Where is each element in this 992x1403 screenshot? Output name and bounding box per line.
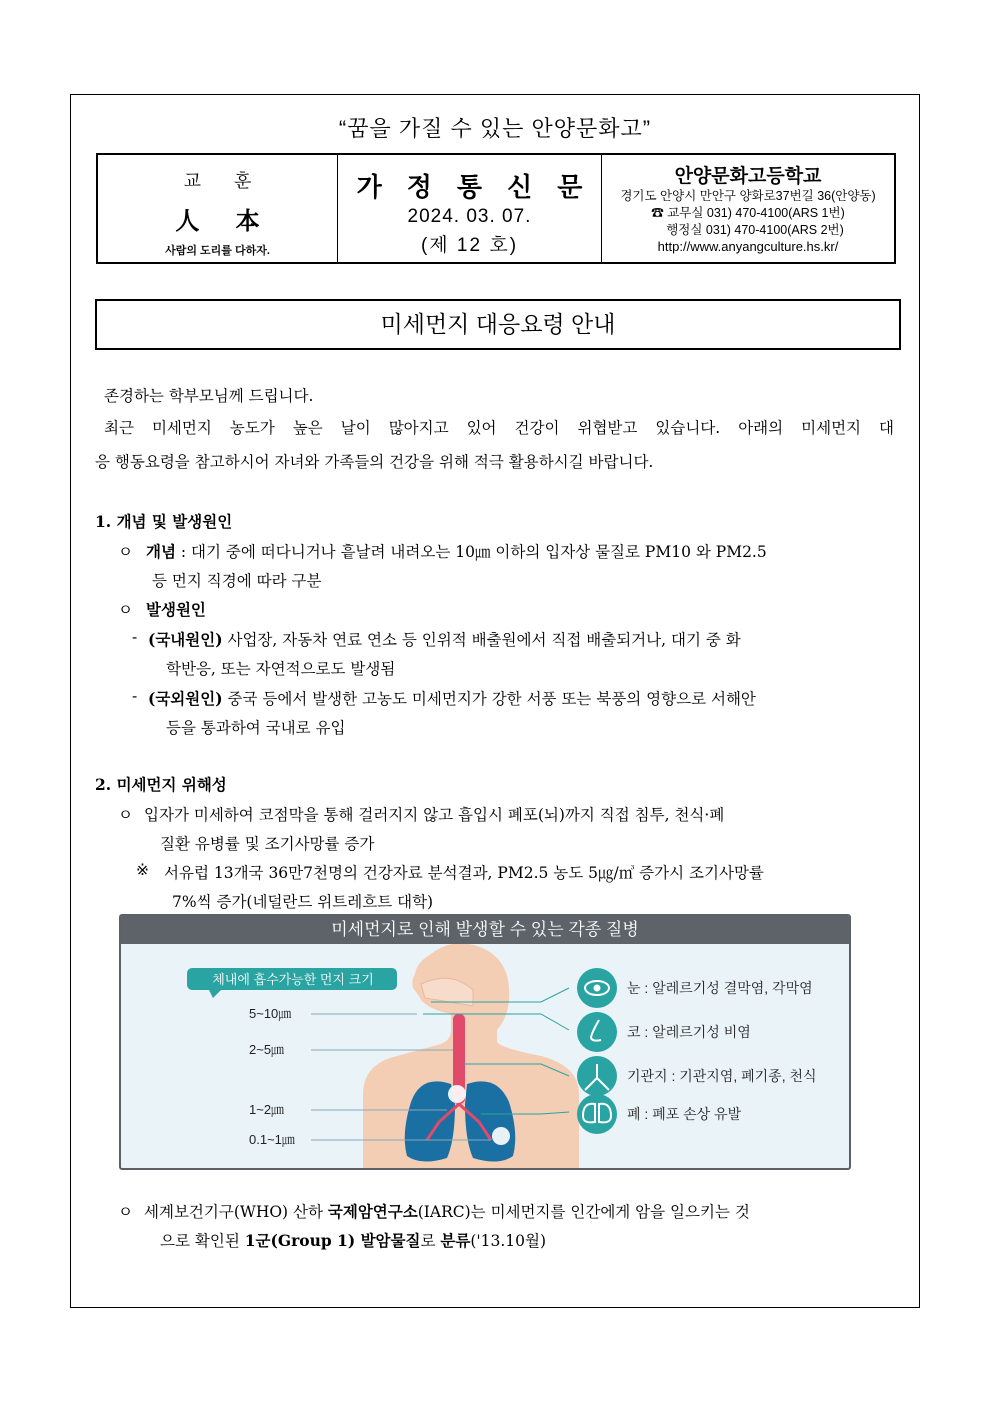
harm-line-1: 입자가 미세하여 코점막을 통해 걸러지지 않고 흡입시 폐포(뇌)까지 직접 침투, 천식·폐 — [144, 806, 725, 824]
eye-icon — [577, 968, 617, 1008]
who-bold-iarc: 국제암연구소 — [327, 1202, 418, 1221]
note-mark: ※ — [136, 861, 149, 879]
illustration-figure — [121, 944, 849, 1168]
school-cell — [602, 155, 894, 262]
cause-bullet: ㅇ — [118, 601, 133, 619]
concept-label: 개념 — [146, 542, 176, 561]
motto-cell — [98, 155, 338, 262]
disease-eye: 눈 : 알레르기성 결막염, 각막염 — [627, 980, 813, 996]
lung-icon — [577, 1094, 617, 1134]
nose-icon — [577, 1012, 617, 1052]
foreign-line-1 — [148, 687, 756, 709]
who-text-5: ('13.10월) — [470, 1232, 547, 1250]
concept-line-1 — [146, 540, 894, 562]
domestic-label: (국내원인) — [148, 630, 223, 649]
disease-nose: 코 : 알레르기성 비염 — [627, 1024, 751, 1040]
school-website[interactable]: http://www.anyangculture.hs.kr/ — [657, 239, 839, 254]
section2-heading: 2. 미세먼지 위해성 — [95, 775, 227, 794]
badge-text: 체내에 흡수가능한 먼지 크기 — [212, 972, 374, 987]
disease-bronchus: 기관지 : 기관지염, 폐기종, 천식 — [627, 1068, 817, 1084]
harm-line-2: 질환 유병률 및 조기사망률 증가 — [160, 835, 375, 853]
bronchus-icon — [577, 1056, 617, 1096]
domestic-dash: - — [132, 628, 138, 646]
school-name: 안양문화고등학교 — [674, 166, 822, 187]
illustration-title: 미세먼지로 인해 발생할 수 있는 각종 질병 — [121, 916, 849, 944]
newsletter-date: 2024. 03. 07. — [407, 206, 532, 227]
concept-bullet: ㅇ — [118, 543, 133, 561]
who-text-4: 로 — [420, 1232, 441, 1250]
foreign-dash: - — [132, 687, 138, 705]
newsletter-issue: (제 12 호) — [420, 235, 519, 256]
who-bullet: ㅇ — [118, 1203, 133, 1221]
domestic-text: 사업장, 자동차 연료 연소 등 인위적 배출원에서 직접 배출되거나, 대기 중 화 — [222, 631, 741, 649]
school-phone-office: ☎ 교무실 031) 470-4100(ARS 1번) — [651, 206, 845, 220]
foreign-line-2: 등을 통과하여 국내로 유입 — [166, 719, 346, 737]
size-label-2: 2~5㎛ — [249, 1042, 285, 1057]
who-line-2 — [160, 1229, 546, 1251]
intro-line-2: 응 행동요령을 참고하시어 자녀와 가족들의 건강을 위해 적극 활용하시길 바랍니다. — [95, 453, 654, 471]
disease-lung: 폐 : 폐포 손상 유발 — [627, 1106, 742, 1122]
who-bold-group1: 1군(Group 1) 발암물질 — [244, 1231, 421, 1250]
foreign-label: (국외원인) — [148, 689, 223, 708]
school-phone-admin: 행정실 031) 470-4100(ARS 2번) — [666, 223, 844, 237]
document-title: 미세먼지 대응요령 안내 — [95, 299, 901, 350]
note-line-1: 서유럽 13개국 36만7천명의 건강자료 분석결과, PM2.5 농도 5㎍/㎥ 증가시 조기사망률 — [164, 864, 764, 882]
motto: 人 本 — [175, 206, 274, 235]
cause-label: 발생원인 — [146, 600, 206, 619]
motto-subtitle: 사람의 도리를 다하자. — [165, 245, 270, 257]
newsletter-title: 가 정 통 신 문 — [356, 173, 591, 203]
school-slogan: “꿈을 가질 수 있는 안양문화고” — [338, 116, 652, 141]
newsletter-cell — [338, 155, 602, 262]
size-label-4: 0.1~1㎛ — [249, 1132, 295, 1147]
section1-heading: 1. 개념 및 발생원인 — [95, 512, 233, 531]
who-text-1: 세계보건기구(WHO) 산하 — [144, 1203, 328, 1221]
motto-label: 교 훈 — [183, 171, 266, 191]
foreign-text: 중국 등에서 발생한 고농도 미세먼지가 강한 서풍 또는 북풍의 영향으로 서해안 — [222, 690, 756, 708]
concept-line-2: 등 먼지 직경에 따라 구분 — [152, 572, 322, 590]
concept-text: : 대기 중에 떠다니거나 흩날려 내려오는 10㎛ 이하의 입자상 물질로 PM10 와 PM2.5 — [175, 543, 767, 561]
who-text-2: (IARC)는 미세먼지를 인간에게 암을 일으키는 것 — [417, 1203, 750, 1221]
domestic-line-2: 학반응, 또는 자연적으로도 발생됨 — [166, 660, 396, 678]
who-bold-classify: 분류 — [440, 1231, 471, 1250]
harm-bullet: ㅇ — [118, 806, 133, 824]
newsletter-header — [96, 153, 896, 264]
who-line-1 — [144, 1200, 750, 1222]
size-label-1: 5~10㎛ — [249, 1006, 292, 1021]
school-address: 경기도 안양시 만안구 양화로37번길 36(안양동) — [620, 189, 876, 203]
size-label-3: 1~2㎛ — [249, 1102, 285, 1117]
greeting: 존경하는 학부모님께 드립니다. — [104, 387, 314, 405]
who-text-3: 으로 확인된 — [160, 1232, 245, 1250]
domestic-line-1 — [148, 628, 741, 650]
intro-line-1: 최근 미세먼지 농도가 높은 날이 많아지고 있어 건강이 위협받고 있습니다. 아래의 미세먼지 대 — [104, 419, 894, 437]
note-line-2: 7%씩 증가(네덜란드 위트레흐트 대학) — [172, 893, 434, 911]
disease-illustration — [119, 914, 851, 1170]
